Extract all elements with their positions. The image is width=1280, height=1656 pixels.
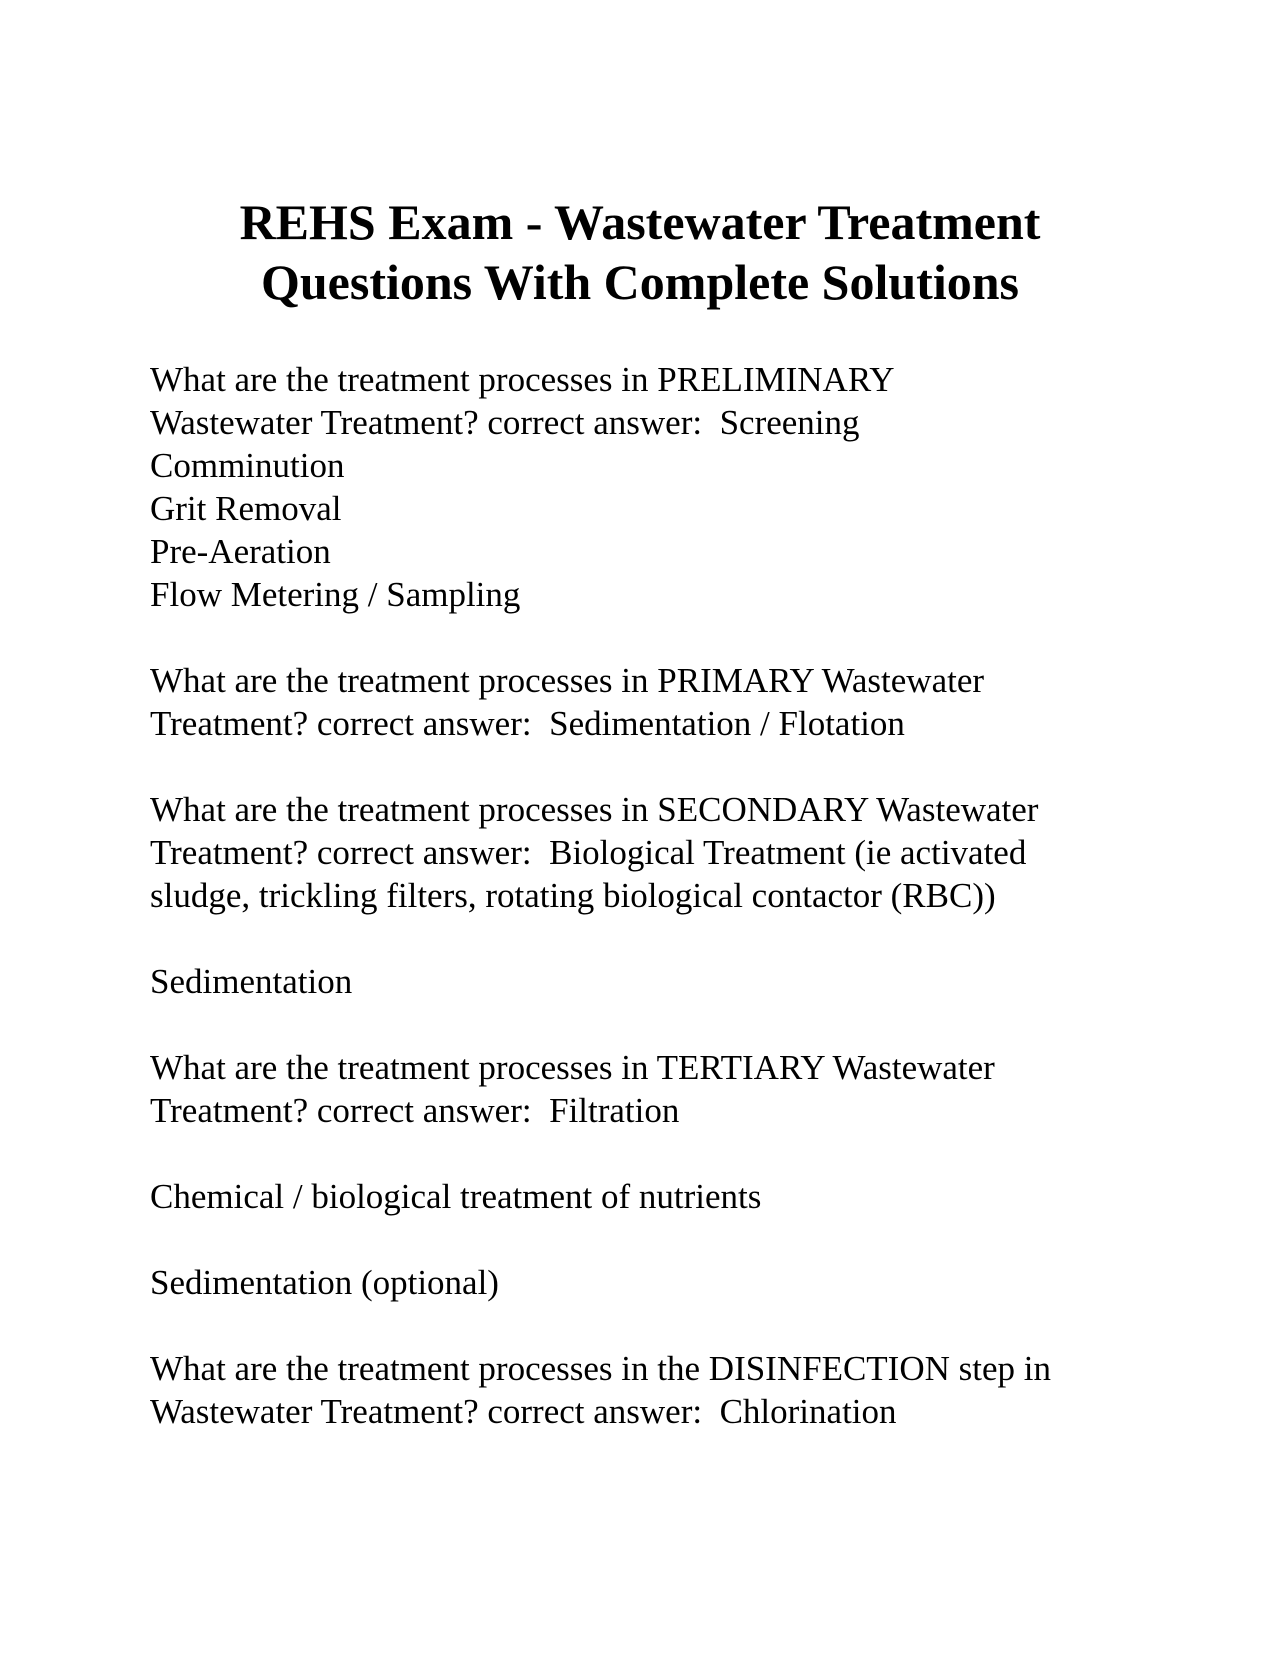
title-line: REHS Exam - Wastewater Treatment (239, 194, 1041, 250)
qa-tertiary (150, 1046, 1150, 1132)
text-line: Grit Removal (150, 489, 342, 528)
qa-preliminary (150, 358, 1150, 616)
answer-continuation (150, 1175, 1150, 1218)
text-line: Chemical / biological treatment of nutrients (150, 1177, 762, 1216)
text-line: What are the treatment processes in PRIMARY Wastewater (150, 661, 985, 700)
text-line: What are the treatment processes in TERTIARY Wastewater (150, 1048, 995, 1087)
text-line: What are the treatment processes in the DISINFECTION step in (150, 1349, 1051, 1388)
text-line: What are the treatment processes in SECONDARY Wastewater (150, 790, 1039, 829)
text-line: Comminution (150, 446, 345, 485)
text-line: Sedimentation (150, 962, 353, 1001)
text-line: What are the treatment processes in PRELIMINARY (150, 360, 895, 399)
text-line: Treatment? correct answer: Biological Treatment (ie activated (150, 833, 1027, 872)
qa-secondary (150, 788, 1150, 917)
qa-disinfection (150, 1347, 1150, 1433)
text-line: Pre-Aeration (150, 532, 331, 571)
answer-continuation (150, 1261, 1150, 1304)
text-line: Treatment? correct answer: Filtration (150, 1091, 680, 1130)
answer-continuation (150, 960, 1150, 1003)
text-line: sludge, trickling filters, rotating biological contactor (RBC)) (150, 876, 996, 915)
text-line: Wastewater Treatment? correct answer: Chlorination (150, 1392, 897, 1431)
text-line: Flow Metering / Sampling (150, 575, 521, 614)
document-title (150, 192, 1130, 312)
title-line: Questions With Complete Solutions (260, 254, 1019, 310)
document-body (150, 358, 1150, 1476)
text-line: Sedimentation (optional) (150, 1263, 499, 1302)
text-line: Wastewater Treatment? correct answer: Screening (150, 403, 860, 442)
qa-primary (150, 659, 1150, 745)
text-line: Treatment? correct answer: Sedimentation / Flotation (150, 704, 905, 743)
